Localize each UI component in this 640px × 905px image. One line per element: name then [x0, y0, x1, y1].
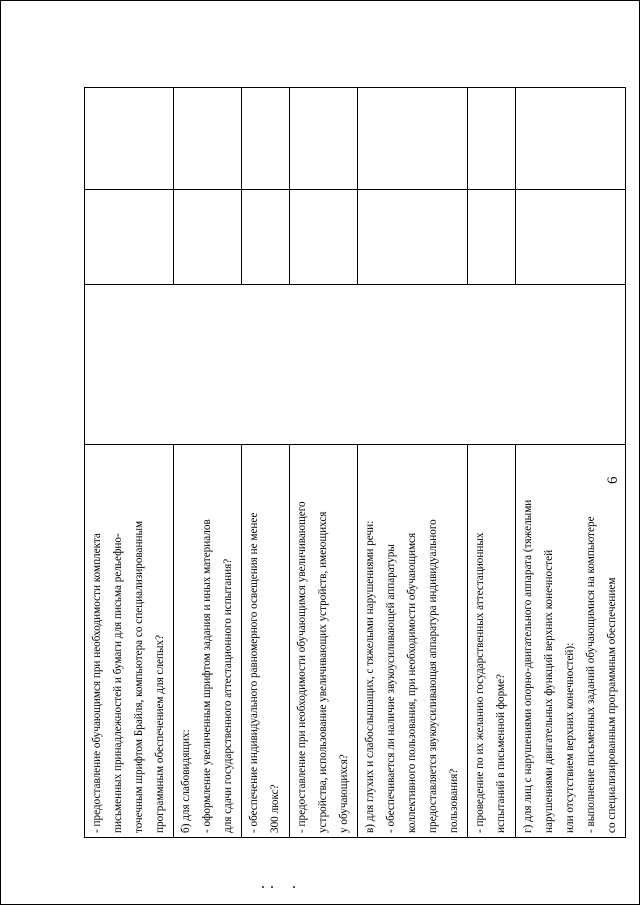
text-line: коллективного пользования, при необходимости обучающимся — [406, 532, 418, 833]
criterion-cell — [468, 445, 516, 838]
text-line: письменных принадлежностей и бумаги для письма рельефно- — [112, 533, 124, 833]
page-number: 6 — [605, 476, 621, 484]
empty-cell — [468, 88, 516, 190]
empty-cell — [516, 88, 626, 190]
criteria-table — [84, 87, 626, 838]
empty-cell — [85, 190, 174, 285]
text-line: в) для глухих и слабослышащих, с тяжелыми нарушениями речи: — [364, 520, 376, 833]
text-line: у обучающихся? — [338, 754, 350, 833]
empty-cell — [358, 88, 468, 190]
table-row — [516, 88, 626, 838]
text-line: предоставляется звукоусиливающая аппаратура индивидуального — [427, 519, 439, 833]
text-line: - предоставление обучающимся при необходимости комплекта — [91, 533, 103, 833]
scan-dot — [262, 886, 264, 888]
rotated-table-wrapper — [84, 88, 618, 838]
criterion-cell — [174, 445, 242, 838]
empty-cell — [174, 88, 242, 190]
text-line: - выполнение письменных заданий обучающимися на компьютере — [585, 516, 597, 833]
table-row — [85, 88, 174, 838]
empty-cell — [468, 190, 516, 285]
table-row — [174, 88, 242, 838]
empty-cell — [174, 190, 242, 285]
table-row — [358, 88, 468, 838]
text-line: г) для лиц с нарушениями опорно-двигательного аппарата (тяжелыми — [522, 499, 534, 833]
text-line: со специализированным программным обеспечением — [606, 577, 618, 833]
text-line: б) для слабовидящих: — [180, 729, 192, 833]
table-row — [242, 88, 290, 838]
text-line: - обеспечение индивидуального равномерного освещения не менее — [248, 512, 260, 833]
criterion-cell — [290, 445, 358, 838]
text-line: нарушениями двигательных функций верхних конечностей — [543, 549, 555, 833]
criterion-cell — [85, 445, 174, 838]
scan-dot — [271, 886, 273, 888]
text-line: испытаний в письменной форме? — [495, 673, 507, 833]
table-row — [468, 88, 516, 838]
text-line: программным обеспечением для слепых? — [154, 634, 166, 833]
text-line: точечным шрифтом Брайля, компьютера со специализированным — [133, 520, 145, 833]
empty-cell — [290, 190, 358, 285]
scan-dot — [293, 886, 295, 888]
criterion-cell — [358, 445, 468, 838]
text-line: для сдачи государственного аттестационного испытания? — [222, 558, 234, 833]
text-line: - оформление увеличенным шрифтом задания и иных материалов — [201, 519, 213, 833]
text-line: или отсутствием верхних конечностей): — [564, 642, 576, 833]
text-line: 300 люкс? — [269, 784, 281, 833]
text-line: - проведение по их желанию государственных аттестационных — [474, 532, 486, 833]
empty-cell — [242, 88, 290, 190]
text-line: - предоставление при необходимости обучающимся увеличивающего — [296, 501, 308, 833]
table-row — [290, 88, 358, 838]
criterion-cell — [242, 445, 290, 838]
empty-cell — [358, 190, 468, 285]
empty-cell — [290, 88, 358, 190]
criterion-cell — [516, 445, 626, 838]
text-line: устройства, использование увеличивающих устройств, имеющихся — [317, 511, 329, 833]
empty-cell — [516, 190, 626, 285]
empty-cell — [85, 88, 174, 190]
empty-cell — [85, 285, 626, 445]
text-line: - обеспечивается ли наличие звукоусиливающей аппаратуры — [385, 544, 397, 833]
text-line: пользования? — [448, 768, 460, 833]
empty-cell — [242, 190, 290, 285]
